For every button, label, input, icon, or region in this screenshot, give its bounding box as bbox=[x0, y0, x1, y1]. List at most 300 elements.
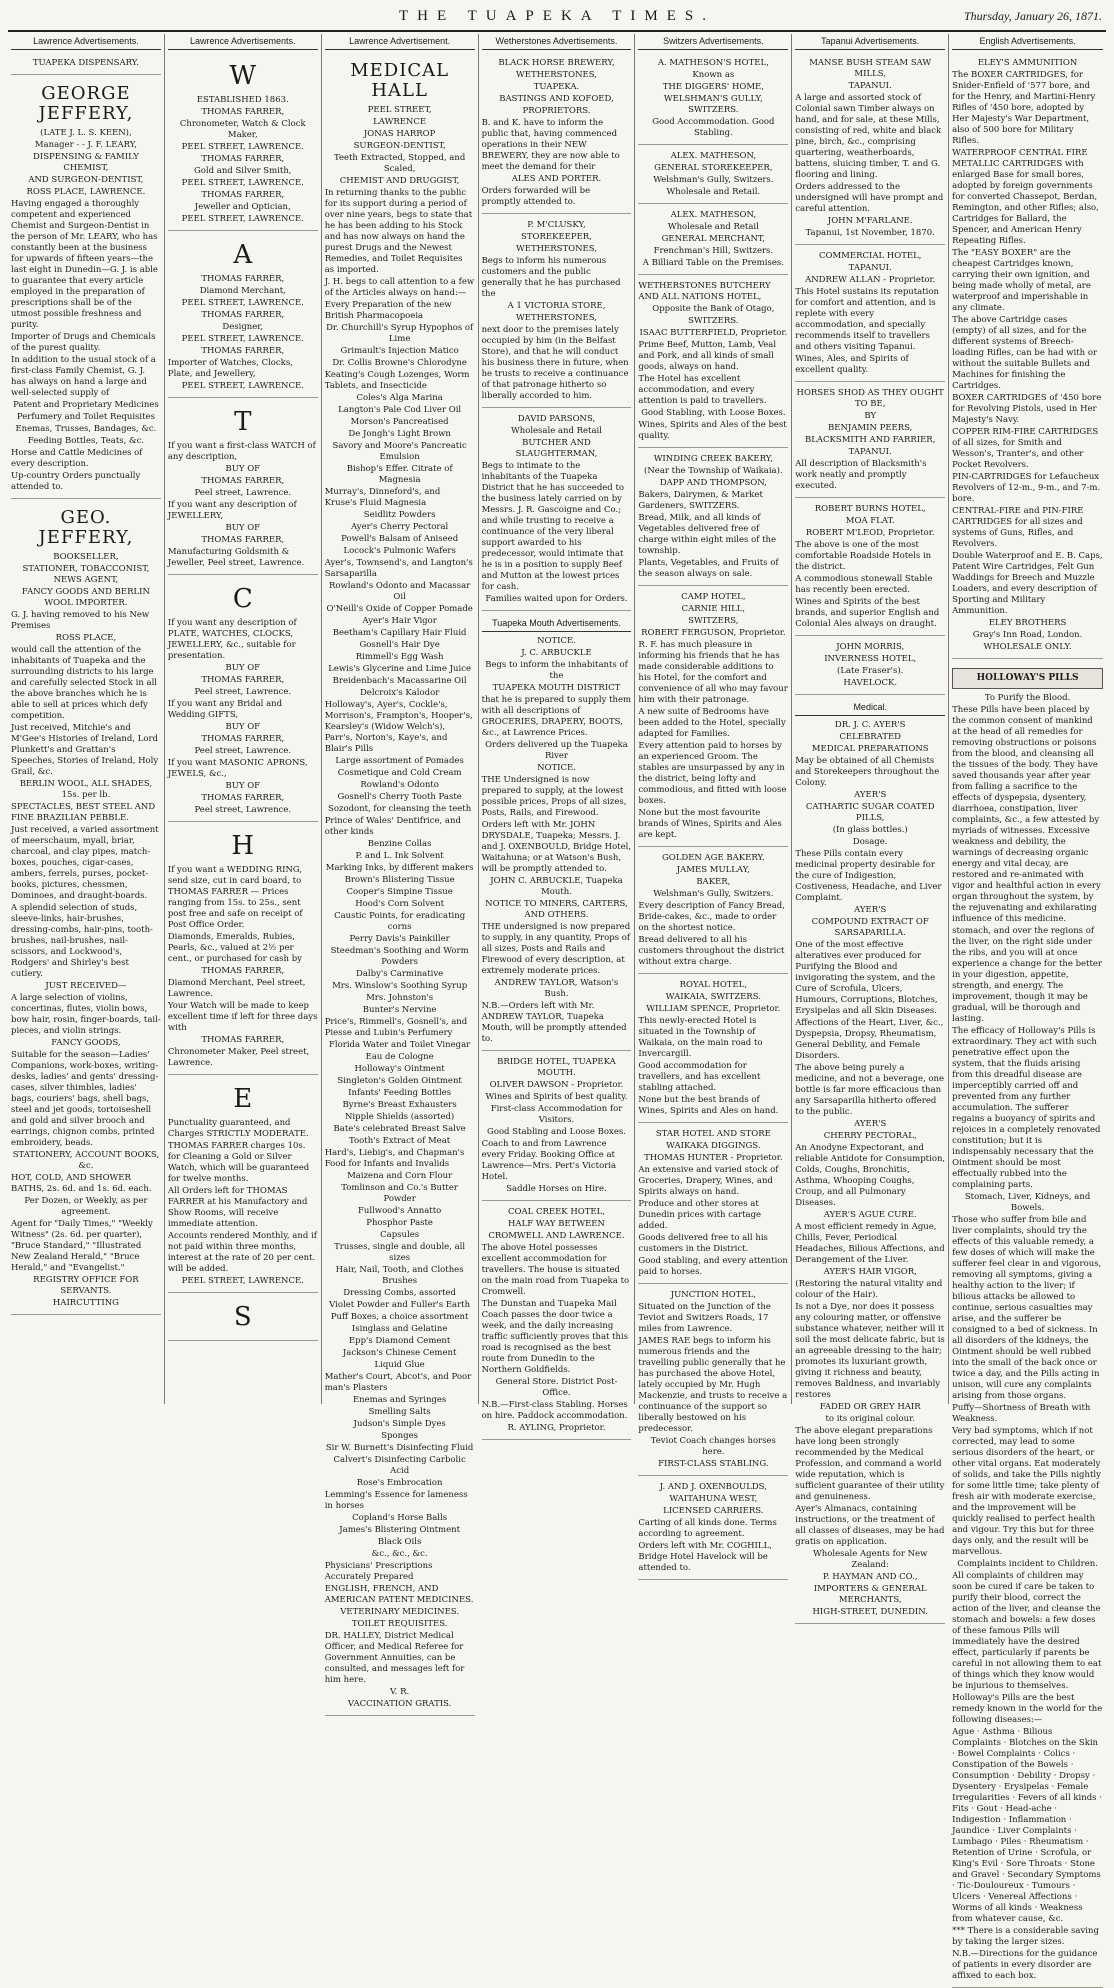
ad-text: Begs to intimate to the inhabitants of the Tuapeka District that he has succeeded to the business lately carried on by Messrs. J. R. Gascoigne and Co.; and while trusting to receive a continuance of the very liberal support awarded to his predecessor, would intimate that he is in a position to supply Beef and Mutton at the lowest prices for cash. bbox=[481, 461, 624, 592]
ad-text: Perfumery and Toilet Requisites bbox=[16, 412, 155, 422]
ad-text: A large selection of violins, concertinas, flutes, violin bows, bow hair, rosin, finger-boards, tail-pieces, and violin strings. bbox=[11, 993, 161, 1036]
advertisement bbox=[482, 216, 632, 408]
ad-text: Punctuality guaranteed, and Charges STRICTLY MODERATE. bbox=[167, 1118, 309, 1139]
ad-text: AYER'S bbox=[854, 1119, 887, 1129]
ad-text: Hair, Nail, Tooth, and Clothes Brushes bbox=[335, 1265, 464, 1286]
ad-text: Calvert's Disinfecting Carbolic Acid bbox=[333, 1455, 466, 1476]
advertisement bbox=[11, 54, 161, 75]
ad-text: Enemas and Syringes bbox=[352, 1395, 447, 1405]
ad-text: Florida Water and Toilet Vinegar bbox=[329, 1040, 471, 1050]
ad-text: Wholesale Agents for New Zealand: bbox=[813, 1549, 928, 1570]
ad-text: All description of Blacksmith's work neatly and promptly executed. bbox=[795, 459, 927, 491]
ad-text: Those who suffer from bile and liver complaints, should try the effects of this valuable remedy, a few doses of which will make the sufferer feel clear in and vigorous, removing all symptoms, giving a healthy action to the liver; if bilious attacks be allowed to continue, serious casualties may arise, and the sufferer be consigned to a bed of sickness. In all disorders of the kidneys, the Ointment should be well rubbed into the small of the back once or twice a day, and the Pills acting in unison, will cure any complaints arising from those organs. bbox=[952, 1215, 1102, 1401]
advertisement bbox=[795, 500, 945, 636]
ad-text: Having engaged a thoroughly competent and experienced Chemist and Surgeon-Dentist in the person of Mr. LEARY, who has constantly been at the business for upwards of fifteen years—the last eight in Dunedin—G. J. is able to guarantee that every article employed in the preparation of prescriptions shall be of the utmost possible freshness and purity. bbox=[11, 199, 158, 330]
ad-text: The BOXER CARTRIDGES, for Snider-Enfield of '577 bore, and for the Henry, and Martini-Henry Rifles of '450 bore, adopted by Her Majesty's War Department, also of 500 bore for Military Rifles. bbox=[952, 70, 1096, 146]
ad-text: AYER'S AGUE CURE. bbox=[823, 1210, 917, 1220]
ad-text: Ague · Asthma · Bilious Complaints · Blotches on the Skin · Bowel Complaints · Colics · Constipation of the Bowels · Consumption · Debility · Dropsy · Dysentery · Erysipelas · Female Irregularities · Fevers of all kinds · Fits · Gout · Head-ache · Indigestion · Inflammation · Jaundice · Liver Complaints · Lumbago · Piles · Rheumatism · Retention of Urine · Scrofula, or King's Evil · Sore Throats · Stone and Gravel · Secondary Symptoms · Tic-Douloureux · Tumours · Ulcers · Venereal Affections · Worms of all kinds · Weakness from whatever cause, &c. bbox=[952, 1727, 1102, 1924]
ad-text: Orders left with Mr. COGHILL, Bridge Hotel Havelock will be attended to. bbox=[638, 1541, 772, 1573]
ad-text: SURGEON-DENTIST, bbox=[353, 141, 446, 151]
ad-text: Begs to inform the inhabitants of the bbox=[485, 660, 628, 681]
ad-text: Holloway's Pills are the best remedy known in the world for the following diseases:— bbox=[952, 1693, 1103, 1725]
ad-text: Teviot Coach changes horses here. bbox=[650, 1436, 776, 1457]
ad-text: COPPER RIM-FIRE CARTRIDGES of all sizes, for Smith and Wesson's, Tranter's, and other Pocket Revolvers. bbox=[952, 427, 1099, 470]
advertisement bbox=[325, 54, 475, 1716]
ad-text: THOMAS FARRER, bbox=[201, 154, 285, 164]
ad-text: Powell's Balsam of Aniseed bbox=[341, 534, 459, 544]
ad-text: BUY OF bbox=[225, 722, 261, 732]
ad-text: Puff Boxes, a choice assortment bbox=[330, 1312, 469, 1322]
ad-text: TOILET REQUISITES. bbox=[351, 1619, 448, 1629]
advertisement bbox=[638, 277, 788, 448]
ad-text: SPECTACLES, BEST STEEL AND FINE BRAZILIAN PEBBLE. bbox=[11, 802, 156, 823]
ad-text: An Anodyne Expectorant, and reliable Antidote for Consumption, Colds, Coughs, Bronchitis, Asthma, Whooping Coughs, Croup, and all Pulmonary Diseases. bbox=[795, 1143, 946, 1208]
ad-text: HAIRCUTTING bbox=[52, 1298, 119, 1308]
ad-text: Bate's celebrated Breast Salve bbox=[333, 1124, 466, 1134]
ad-text: One of the most effective alteratives ever produced for Purifying the Blood and invigorating the system, and the Cure of Scrofula, Ulcers, Humours, Corruptions, Blotches, Erysipelas and all Skin Diseases. bbox=[795, 940, 938, 1016]
ad-text: Welshman's Gully, Switzers. bbox=[653, 175, 774, 185]
ad-text: Tapanui, 1st November, 1870. bbox=[805, 228, 935, 238]
ad-text: G. J. having removed to his New Premises bbox=[11, 610, 150, 631]
ad-text: BLACKSMITH AND FARRIER, bbox=[805, 435, 936, 445]
advertisement bbox=[795, 54, 945, 245]
ad-headline: H bbox=[231, 831, 255, 861]
advertisement bbox=[638, 1125, 788, 1284]
ad-text: LICENSED CARRIERS. bbox=[663, 1506, 764, 1516]
ad-text: Cosmetique and Cold Cream bbox=[337, 768, 462, 778]
ad-text: Hard's, Liebig's, and Chapman's Food for Infants and Invalids bbox=[324, 1148, 465, 1169]
ad-text: P. M'CLUSKY, bbox=[527, 220, 586, 230]
ad-text: Seidlitz Powders bbox=[363, 510, 436, 520]
advertisement bbox=[482, 1053, 632, 1201]
ad-text: LAWRENCE bbox=[373, 117, 427, 127]
ad-headline: T bbox=[234, 407, 252, 437]
ad-text: JOHN MORRIS, bbox=[836, 642, 905, 652]
ad-text: Coach to and from Lawrence every Friday. Booking Office at Lawrence—Mrs. Pert's Victoria Hotel. bbox=[481, 1139, 617, 1182]
ad-text: ROSS PLACE, LAWRENCE. bbox=[26, 187, 146, 197]
ad-text: Orders forwarded will be promptly attended to. bbox=[481, 186, 591, 207]
ad-text: Savory and Moore's Pancreatic Emulsion bbox=[332, 441, 467, 462]
ad-text: Rowland's Odonto and Macassar Oil bbox=[328, 581, 471, 602]
ad-text: ROBERT BURNS HOTEL, bbox=[814, 504, 926, 514]
ad-text: Carting of all kinds done. Terms according to agreement. bbox=[638, 1518, 777, 1539]
ad-text: Bakers, Dairymen, & Market Gardeners, SWITZERS. bbox=[638, 490, 763, 511]
ad-text: A new suite of Bedrooms have been added to the Hotel, specially adapted for Families. bbox=[638, 707, 786, 739]
advertisement bbox=[482, 1203, 632, 1440]
ad-headline: W bbox=[229, 61, 257, 91]
ad-text: PEEL STREET, LAWRENCE. bbox=[181, 334, 304, 344]
ad-text: R. F. has much pleasure in informing his friends that he has made considerable additions to his Hotel, for the comfort and convenience of all who may favour him with their patronage. bbox=[638, 640, 788, 705]
ad-text: Caustic Points, for eradicating corns bbox=[334, 911, 466, 932]
ad-text: N.B.—Directions for the guidance of patients in every disorder are affixed to each box. bbox=[952, 1949, 1098, 1981]
columns bbox=[8, 34, 1106, 1981]
ad-text: WELSHMAN'S GULLY, SWITZERS. bbox=[663, 94, 763, 115]
advertisement bbox=[638, 1478, 788, 1580]
ad-text: PROPRIETORS. bbox=[522, 106, 591, 116]
column-heading: Switzers Advertisements. bbox=[638, 34, 788, 50]
ad-text: THOMAS FARRER, bbox=[201, 476, 285, 486]
ad-text: A most efficient remedy in Ague, Chills, Fever, Periodical Headaches, Bilious Affections, and Derangement of the Liver. bbox=[795, 1222, 945, 1265]
ad-text: HIGH-STREET, DUNEDIN. bbox=[812, 1607, 928, 1617]
ad-text: BY bbox=[864, 411, 877, 421]
ad-text: Jeweller and Optician, bbox=[194, 202, 291, 212]
ad-text: BUTCHER AND SLAUGHTERMAN, bbox=[515, 438, 598, 459]
ad-text: JUNCTION HOTEL, bbox=[670, 1290, 756, 1300]
ad-text: Holloway's Ointment bbox=[354, 1064, 445, 1074]
ad-text: Double Waterproof and E. B. Caps, Patent Wire Cartridges, Felt Gun Waddings for Breech and Muzzle Loaders, and every description of Sporting and Military Ammunition. bbox=[952, 551, 1103, 616]
advertisement bbox=[168, 233, 318, 398]
advertisement bbox=[638, 54, 788, 145]
column-heading: Lawrence Advertisements. bbox=[168, 34, 318, 50]
ad-text: THOMAS FARRER, bbox=[201, 793, 285, 803]
ad-text: Plants, Vegetables, and Fruits of the season always on sale. bbox=[638, 558, 779, 579]
ad-text: WETHERSTONES, bbox=[516, 244, 597, 254]
ad-text: P. HAYMAN AND CO., bbox=[822, 1572, 918, 1582]
ad-headline: E bbox=[233, 1084, 253, 1114]
ad-text: PEEL STREET, LAWRENCE. bbox=[181, 381, 304, 391]
ad-text: BLACK HORSE BREWERY, bbox=[498, 58, 615, 68]
ad-text: OLIVER DAWSON - Proprietor. bbox=[489, 1080, 624, 1090]
ad-text: Marking Inks, by different makers bbox=[325, 863, 474, 873]
ad-text: Sozodont, for cleansing the teeth bbox=[328, 804, 472, 814]
ad-text: Orders left with Mr. JOHN DRYSDALE, Tuapeka; Messrs. J. and J. OXENBOULD, Bridge Hotel, Waitahuna; or at Watson's Bush, will be promptly attended to. bbox=[481, 820, 632, 874]
ad-text: Good stabling, and every attention paid to horses. bbox=[638, 1256, 788, 1277]
ad-text: Every description of Fancy Bread, Bride-cakes, &c., made to order on the shortest notice. bbox=[638, 901, 785, 933]
ad-text: J. H. begs to call attention to a few of the Articles always on hand:— bbox=[324, 277, 475, 298]
ad-text: Diamonds, Emeralds, Rubies, Pearls, &c., valued at 2½ per cent., or purchased for cash by bbox=[167, 932, 302, 964]
ad-text: HAVELOCK. bbox=[843, 678, 898, 688]
ad-text: Suitable for the season—Ladies' Companions, work-boxes, writing-desks, ladies' and gents' dressing-cases, silver thimbles, ladies' bags, couriers' bags, shell bags, steel and jet goods, tortoiseshell and gold and silver brooch and earrings, chignon combs, printed embroidery, beads. bbox=[11, 1050, 159, 1148]
ad-text: (Near the Township of Waikaia). bbox=[644, 466, 783, 476]
ad-text: Ayer's Hair Vigor bbox=[362, 616, 437, 626]
ad-text: Judson's Simple Dyes bbox=[353, 1419, 446, 1429]
ad-text: BUY OF bbox=[225, 464, 261, 474]
ad-text: THOMAS FARRER, bbox=[201, 107, 285, 117]
ad-text: THOMAS FARRER, bbox=[201, 190, 285, 200]
ad-text: If you want a first-class WATCH of any description, bbox=[167, 441, 316, 462]
ad-text: Your Watch will be made to keep excellent time if left for three days with bbox=[167, 1001, 318, 1033]
ad-text: Smelling Salts bbox=[368, 1407, 431, 1417]
ad-headline: GEORGE JEFFERY, bbox=[38, 83, 134, 124]
ad-text: FANCY GOODS AND BERLIN WOOL IMPORTER. bbox=[21, 587, 150, 608]
advertisement bbox=[11, 501, 161, 1315]
ad-text: THE DIGGERS' HOME, bbox=[662, 82, 764, 92]
advertisement bbox=[638, 206, 788, 275]
ad-text: STATIONER, TOBACCONIST, NEWS AGENT, bbox=[22, 564, 150, 585]
ad-text: ENGLISH, FRENCH, AND AMERICAN PATENT MEDICINES. bbox=[324, 1584, 474, 1605]
ad-text: ALES AND PORTER. bbox=[511, 174, 602, 184]
ad-text: (Late Fraser's). bbox=[837, 666, 904, 676]
ad-text: ROYAL HOTEL, bbox=[679, 980, 748, 990]
ad-text: Every attention paid to horses by an experienced Groom. The stables are unsurpassed by any in the district, being lofty and commodious, and fitted with loose boxes. bbox=[638, 741, 787, 806]
ad-text: The Dunstan and Tuapeka Mail Coach passes the door twice a week, and the daily increasing traffic sufficiently proves that this road is recognised as the best route from Dunedin to the Northern Goldfields. bbox=[481, 1299, 629, 1375]
ad-text: ROSS PLACE, bbox=[55, 633, 117, 643]
ad-text: AND SURGEON-DENTIST, bbox=[28, 175, 144, 185]
advertisement bbox=[795, 697, 945, 1624]
ad-text: Hood's Corn Solvent bbox=[355, 899, 444, 909]
ad-text: Stomach, Liver, Kidneys, and Bowels. bbox=[964, 1192, 1091, 1213]
ad-text: DISPENSING & FAMILY CHEMIST, bbox=[33, 152, 139, 173]
ad-text: Agent for "Daily Times," "Weekly Witness" (2s. 6d. per quarter), "Bruce Standard," "Illustrated New Zealand Herald," "Bruce Herald," and "Evangelist." bbox=[11, 1219, 153, 1273]
ad-text: Welshman's Gully, Switzers. bbox=[653, 889, 774, 899]
ad-text: TUAPEKA DISPENSARY. bbox=[32, 58, 139, 68]
ad-text: Feeding Bottles, Teats, &c. bbox=[27, 436, 145, 446]
ad-text: Fullwood's Annatto bbox=[357, 1206, 442, 1216]
ad-text: CELEBRATED bbox=[839, 732, 901, 742]
ad-text: WETHERSTONES, bbox=[516, 70, 597, 80]
ad-headline: S bbox=[233, 1302, 252, 1332]
ad-text: Mrs. Johnston's bbox=[366, 993, 434, 1003]
ad-text: Rimmell's Egg Wash bbox=[355, 652, 444, 662]
ad-text: Affections of the Heart, Liver, &c., Dyspepsia, Dropsy, Rheumatism, General Debility, and Female Disorders. bbox=[795, 1018, 944, 1061]
ad-text: Wines, Ales, and Spirits of excellent quality. bbox=[795, 354, 909, 375]
ad-text: FADED OR GREY HAIR bbox=[819, 1402, 921, 1412]
ad-text: Peel street, Lawrence. bbox=[194, 488, 292, 498]
ad-text: Jackson's Chinese Cement bbox=[342, 1348, 457, 1358]
ad-text: Violet Powder and Fuller's Earth bbox=[329, 1300, 471, 1310]
advertisement bbox=[638, 450, 788, 586]
ad-text: Horse and Cattle Medicines of every description. bbox=[11, 448, 143, 469]
ad-text: Phosphor Paste bbox=[366, 1218, 433, 1228]
advertisement bbox=[638, 1286, 788, 1476]
ad-text: Mrs. Winslow's Soothing Syrup bbox=[332, 981, 468, 991]
ad-text: THOMAS FARRER charges 10s. for Cleaning a Gold or Silver Watch, which will be guaranteed for twelve months. bbox=[167, 1141, 310, 1184]
ad-text: Grimault's Injection Matico bbox=[340, 346, 459, 356]
advertisement bbox=[168, 1295, 318, 1341]
ad-text: To Purify the Blood. bbox=[984, 693, 1071, 703]
ad-text: Wholesale and Retail bbox=[510, 426, 602, 436]
ad-text: CENTRAL-FIRE and PIN-FIRE CARTRIDGES for all sizes and systems of Guns, Rifles, and Revolvers. bbox=[952, 506, 1084, 549]
ad-text: Singleton's Golden Ointment bbox=[337, 1076, 462, 1086]
ad-text: Breidenbach's Macassarine Oil bbox=[332, 676, 467, 686]
ad-text: Byrne's Breast Exhausters bbox=[342, 1100, 457, 1110]
ad-text: Ayer's, Townsend's, and Langton's Sarsaparilla bbox=[324, 558, 473, 579]
ad-text: Orders addressed to the undersigned will have prompt and careful attention. bbox=[795, 182, 944, 214]
ad-text: Dr. Collis Browne's Chlorodyne bbox=[332, 358, 467, 368]
ad-text: Dr. Churchill's Syrup Hypophos of Lime bbox=[326, 323, 474, 344]
ad-text: WAIKAIA, SWITZERS. bbox=[665, 992, 761, 1002]
ad-headline: A bbox=[233, 240, 253, 270]
ad-text: Teeth Extracted, Stopped, and Scaled, bbox=[333, 153, 466, 174]
ad-text: Saddle Horses on Hire. bbox=[506, 1184, 607, 1194]
ad-text: &c., &c., &c. bbox=[371, 1549, 428, 1559]
advertisement bbox=[795, 638, 945, 695]
issue-date: Thursday, January 26, 1871. bbox=[964, 9, 1102, 23]
ad-text: Coles's Alga Marina bbox=[356, 393, 443, 403]
ad-text: Physicians' Prescriptions Accurately Prepared bbox=[324, 1561, 433, 1582]
ad-text: STOREKEEPER, bbox=[521, 232, 592, 242]
ad-text: The above is one of the most comfortable Roadside Hotels in the district. bbox=[795, 540, 932, 572]
ad-headline: GEO. JEFFERY, bbox=[38, 507, 134, 548]
ad-text: Gosnell's Cherry Tooth Paste bbox=[337, 792, 462, 802]
ad-text: DAPP AND THOMPSON, bbox=[659, 478, 767, 488]
ad-text: BOXER CARTRIDGES of '450 bore for Revolving Pistols, used in Her Majesty's Navy. bbox=[952, 393, 1102, 425]
ad-text: THOMAS FARRER, bbox=[201, 675, 285, 685]
ad-text: Bunter's Nervine bbox=[362, 1005, 437, 1015]
ad-text: PEEL STREET, bbox=[367, 105, 432, 115]
ad-text: B. and K. have to inform the public that, having commenced operations in their NEW BREWERY, they are now able to meet the demand for their bbox=[481, 118, 620, 172]
ad-text: SWITZERS, bbox=[688, 616, 739, 626]
ad-text: Bishop's Effer. Citrate of Magnesia bbox=[346, 464, 453, 485]
ad-text: Black Oils bbox=[377, 1537, 422, 1547]
advertisement bbox=[168, 577, 318, 822]
ad-text: CATHARTIC SUGAR COATED PILLS, bbox=[805, 802, 935, 823]
column-1 bbox=[8, 34, 165, 1404]
ad-text: (Restoring the natural vitality and colour of the Hair). bbox=[795, 1279, 943, 1300]
advertisement bbox=[952, 661, 1103, 1988]
ad-text: WETHERSTONES BUTCHERY AND ALL NATIONS HOTEL, bbox=[638, 281, 771, 302]
ad-text: P. and L. Ink Solvent bbox=[355, 851, 444, 861]
ad-text: General Store. District Post-Office. bbox=[495, 1377, 618, 1398]
advertisement bbox=[482, 410, 632, 611]
ad-text: THOMAS FARRER, bbox=[201, 535, 285, 545]
ad-text: Cooper's Simpine Tissue bbox=[346, 887, 453, 897]
column-heading: Wetherstones Advertisements. bbox=[482, 34, 632, 50]
ad-text: WETHERSTONES, bbox=[516, 313, 597, 323]
ad-text: AYER'S bbox=[854, 790, 887, 800]
ad-text: Accounts rendered Monthly, and if not paid within three months, interest at the rate of 20 per cent. will be added. bbox=[167, 1231, 317, 1274]
column-heading: Lawrence Advertisements. bbox=[11, 34, 161, 50]
ad-text: BUY OF bbox=[225, 663, 261, 673]
ad-text: Brown's Blistering Tissue bbox=[344, 875, 455, 885]
ad-text: Rowland's Odonto bbox=[360, 780, 439, 790]
ad-text: Prime Beef, Mutton, Lamb, Veal and Pork, and all kinds of small goods, always on hand. bbox=[638, 340, 777, 372]
ad-text: If you want any Bridal and Wedding GIFTS, bbox=[167, 699, 283, 720]
column-heading: English Advertisements. bbox=[952, 34, 1103, 50]
ad-text: THOMAS FARRER, bbox=[201, 274, 285, 284]
ad-text: ELEY'S AMMUNITION bbox=[977, 58, 1078, 68]
ad-text: Steedman's Soothing and Worm Powders bbox=[330, 946, 469, 967]
ad-text: A Billiard Table on the Premises. bbox=[642, 258, 784, 268]
advertisement bbox=[638, 976, 788, 1123]
ad-text: In addition to the usual stock of a first-class Family Chemist, G. J. has always on hand a large and well-selected supply of bbox=[11, 355, 156, 398]
ad-text: Beetham's Capillary Hair Fluid bbox=[332, 628, 467, 638]
ad-text: Large assortment of Pomades bbox=[335, 756, 464, 766]
advertisement bbox=[168, 1077, 318, 1293]
ad-text: BASTINGS AND KOFOED, bbox=[499, 94, 614, 104]
ad-text: (In glass bottles.) bbox=[832, 825, 908, 835]
ad-text: THOMAS HUNTER - Proprietor. bbox=[644, 1153, 783, 1163]
ad-text: Prince of Wales' Dentifrice, and other kinds bbox=[324, 816, 461, 837]
ad-text: THOMAS FARRER, bbox=[201, 734, 285, 744]
ad-text: Per Dozen, or Weekly, as per agreement. bbox=[24, 1196, 148, 1217]
ad-text: The "EASY BOXER" are the cheapest Cartridges known, carrying their own ignition, and being made wholly of metal, are waterproof and imperishable in any climate. bbox=[952, 248, 1091, 313]
ad-text: R. AYLING, Proprietor. bbox=[507, 1423, 606, 1433]
ad-text: Enemas, Trusses, Bandages, &c. bbox=[15, 424, 157, 434]
ad-text: Nipple Shields (assorted) bbox=[344, 1112, 455, 1122]
ad-text: NOTICE. bbox=[537, 763, 576, 773]
ad-text: Ayer's Cherry Pectoral bbox=[351, 522, 449, 532]
ad-text: Designer, bbox=[222, 322, 264, 332]
ad-text: WAITAHUNA WEST, bbox=[669, 1494, 758, 1504]
ad-text: Good Accommodation. Good Stabling. bbox=[652, 117, 775, 138]
ad-text: ESTABLISHED 1863. bbox=[196, 95, 289, 105]
ad-text: WHOLESALE ONLY. bbox=[983, 642, 1072, 652]
engraved-banner: HOLLOWAY'S PILLS bbox=[952, 668, 1103, 689]
advertisement bbox=[168, 824, 318, 1075]
ad-text: Morson's Pancreatised bbox=[350, 417, 449, 427]
ad-text: Mather's Court, Abcot's, and Poor man's Plasters bbox=[324, 1372, 472, 1393]
ad-text: next door to the premises lately occupied by him (in the Belfast Store), and that he will conduct his business there in future, when he trusts to receive a continuance of that patronage hitherto so liberally accorded to him. bbox=[481, 325, 629, 401]
ad-text: PEEL STREET, LAWRENCE. bbox=[181, 142, 304, 152]
ad-text: Chronometer, Watch & Clock Maker, bbox=[179, 119, 306, 140]
ad-text: JOHN M'FARLANE. bbox=[827, 216, 913, 226]
ad-text: The above Hotel possesses excellent accommodation for travellers. The house is situated on the main road from Tuapeka to Cromwell. bbox=[481, 1243, 630, 1297]
ad-text: None but the most favourite brands of Wines, Spirits and Ales are kept. bbox=[638, 808, 782, 840]
ad-text: If you want any description of PLATE, WATCHES, CLOCKS, JEWELLERY, &c., suitable for presentation. bbox=[167, 618, 297, 661]
ad-text: Situated on the Junction of the Teviot and Switzers Roads, 17 miles from Lawrence. bbox=[638, 1302, 771, 1334]
ad-text: CHEMIST AND DRUGGIST, bbox=[339, 176, 460, 186]
advertisement bbox=[952, 54, 1103, 659]
ad-text: MEDICAL PREPARATIONS bbox=[811, 744, 929, 754]
ad-text: ROBERT M'LEOD, Proprietor. bbox=[805, 528, 935, 538]
ad-text: TUAPEKA MOUTH DISTRICT bbox=[492, 683, 621, 693]
advertisement bbox=[168, 54, 318, 231]
ad-text: Holloway's, Ayer's, Cockle's, Morrison's, Frampton's, Hooper's, Kearsley's (Widow Welch's), Parr's, Norton's, Kaye's, and Blair's Pills bbox=[324, 700, 473, 754]
ad-text: Just received, Mitchie's and M'Gee's Histories of Ireland, Lord Plunkett's and Grattan's Speeches, Stories of Ireland, Holy Grail, &c. bbox=[11, 723, 159, 777]
ad-text: Locock's Pulmonic Wafers bbox=[343, 546, 456, 556]
ad-text: TAPANUI. bbox=[848, 81, 892, 91]
ad-text: Wholesale and Retail. bbox=[666, 187, 761, 197]
ad-text: All complaints of children may soon be cured if care be taken to purify their blood, correct the action of the liver, and cleanse the stomach and bowels: a few doses of these famous Pills will immediately have the desired effect, particularly if parents be careful in not allowing them to eat of things which they know would be injurious to themselves. bbox=[952, 1571, 1102, 1691]
ad-text: THE undersigned is now prepared to supply, in any quantity, Props of all sizes, Posts and Rails and Firewood of every description, at extremely moderate prices. bbox=[481, 922, 631, 976]
ad-text: If you want any description of JEWELLERY, bbox=[167, 500, 297, 521]
column-heading: Tapanui Advertisements. bbox=[795, 34, 945, 50]
ad-text: THOMAS FARRER, bbox=[201, 346, 285, 356]
ad-text: WAIKAKA DIGGINGS. bbox=[666, 1141, 761, 1151]
ad-text: Tomlinson and Co.'s Butter Powder bbox=[341, 1183, 458, 1204]
ad-text: JONAS HARROP bbox=[363, 129, 436, 139]
ad-text: COMPOUND EXTRACT OF SARSAPARILLA. bbox=[811, 917, 929, 938]
ad-text: WINDING CREEK BAKERY, bbox=[653, 454, 773, 464]
ad-text: BUY OF bbox=[225, 523, 261, 533]
section-heading: Tuapeka Mouth Advertisements. bbox=[482, 616, 632, 632]
ad-text: VACCINATION GRATIS. bbox=[347, 1699, 452, 1709]
ad-text: Wholesale and Retail bbox=[667, 222, 759, 232]
ad-text: Wines, Spirits and Ales of the best quality. bbox=[638, 420, 787, 441]
ad-text: Gosnell's Hair Dye bbox=[359, 640, 440, 650]
ad-text: Frenchman's Hill, Switzers. bbox=[653, 246, 774, 256]
ad-text: Good accommodation for travellers, and has excellent stabling attached. bbox=[638, 1061, 761, 1093]
ad-text: Is not a Dye, nor does it possess any colouring matter, or offensive substance whatever, neither will it soil the most delicate fabric, but is an agreeable dressing to the hair; promotes its luxuriant growth, giving it richness and beauty, removes Baldness, and invariably restores bbox=[795, 1302, 945, 1400]
ad-text: to its original colour. bbox=[825, 1414, 915, 1424]
ad-text: DR. HALLEY, District Medical Officer, and Medical Referee for Government Annuities, can be consulted, and messages left for him here. bbox=[324, 1631, 465, 1685]
ad-text: Eau de Cologne bbox=[365, 1052, 434, 1062]
ad-text: The Hotel has excellent accommodation, and every attention is paid to travellers. bbox=[638, 374, 767, 406]
ad-text: Wines and Spirits of the best brands, and superior English and Colonial Ales always on draught. bbox=[795, 597, 940, 629]
ad-text: These Pills have been placed by the common consent of mankind at the head of all remedies for removing obstructions or poisons from the blood, and cleansing all the tissues of the body. They have saved thousands year after year from falling a sacrifice to the effects of dyspepsia, dysentery, diarrhoea, constipation, liver complaints, &c., a few attested by myriads of witnesses. Excessive weakness and debility, the warnings of decreasing organic energy and vital decay, are restored and re-animated with vigor and healthful action in every organ throughout the system, by the rejuvenating and exhilarating influence of this medicine. bbox=[952, 705, 1101, 924]
ad-text: *** There is a considerable saving by taking the larger sizes. bbox=[952, 1926, 1099, 1947]
ad-text: Murray's, Dinneford's, and Kruse's Fluid Magnesia bbox=[324, 487, 441, 508]
ad-text: Orders delivered up the Tuapeka River bbox=[485, 740, 628, 761]
advertisement bbox=[795, 247, 945, 382]
ad-text: THE Undersigned is now prepared to supply, at the lowest possible prices, Props of all sizes, Posts, Rails, and Firewood. bbox=[481, 775, 627, 818]
ad-text: AYER'S bbox=[854, 905, 887, 915]
ad-text: JAMES RAE begs to inform his numerous friends and the travelling public generally that he has purchased the above Hotel, lately occupied by Mr. Hugh Mackenzie, and trusts to receive a continuance of the support so liberally bestowed on his predecessor. bbox=[638, 1336, 788, 1434]
ad-text: All Orders left for THOMAS FARRER at his Manufactory and Show Rooms, will receive immediate attention. bbox=[167, 1186, 308, 1229]
ad-text: This newly-erected Hotel is situated in the Township of Waikaia, on the main road to Invercargill. bbox=[638, 1016, 763, 1059]
ad-text: Capsules bbox=[380, 1230, 420, 1240]
ad-text: STATIONERY, ACCOUNT BOOKS, &c. bbox=[12, 1150, 160, 1171]
ad-text: May be obtained of all Chemists and Storekeepers throughout the Colony. bbox=[795, 756, 940, 788]
ad-text: Good Stabling and Loose Boxes. bbox=[487, 1127, 626, 1137]
ad-text: WILLIAM SPENCE, Proprietor. bbox=[646, 1004, 781, 1014]
ad-text: JAMES MULLAY, bbox=[676, 865, 750, 875]
ad-text: A. MATHESON'S HOTEL, bbox=[657, 58, 769, 68]
ad-text: PEEL STREET, LAWRENCE. bbox=[181, 214, 304, 224]
ad-text: HOT, COLD, AND SHOWER BATHS, 2s. 6d. and 1s. 6d. each. bbox=[11, 1173, 152, 1194]
ad-text: Dosage. bbox=[852, 837, 888, 847]
